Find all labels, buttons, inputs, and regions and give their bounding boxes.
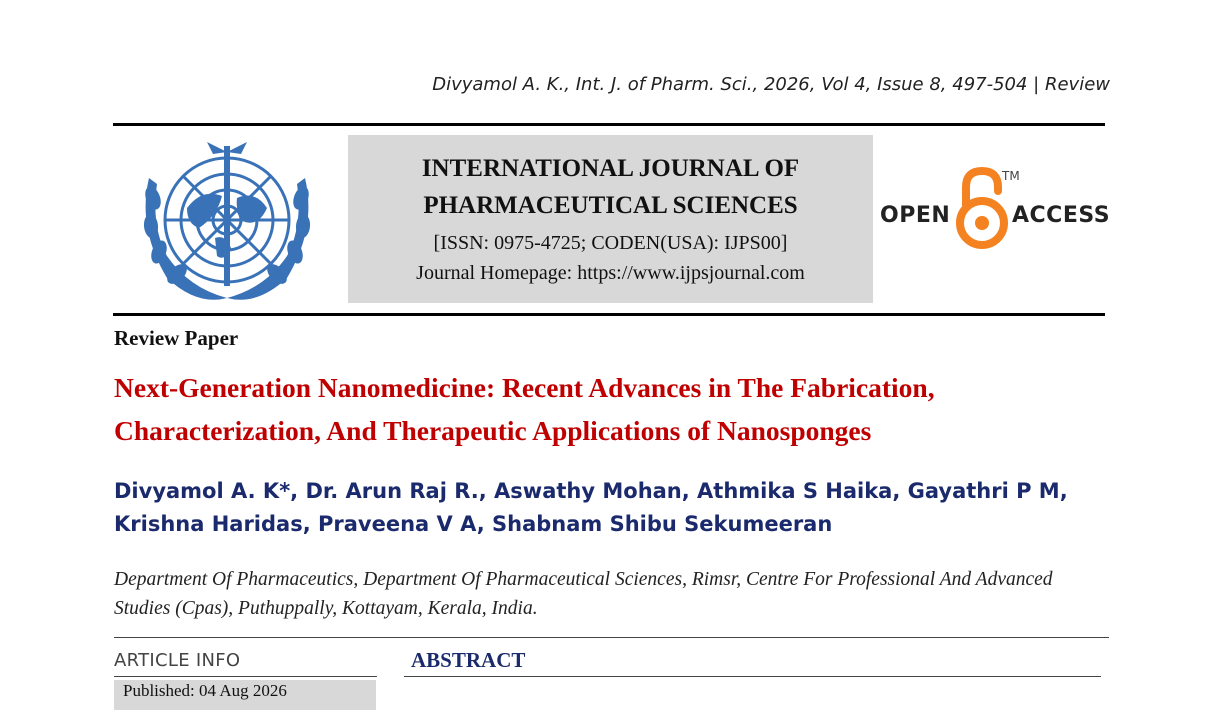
abstract-rule: [404, 676, 1101, 677]
journal-masthead: [348, 135, 873, 303]
paper-title: Next-Generation Nanomedicine: Recent Advances in The Fabrication, Characterization, And Therapeutic Applications of Nanosponges: [114, 372, 935, 446]
journal-homepage[interactable]: Journal Homepage: https://www.ijpsjournal.com: [416, 262, 805, 284]
abstract-heading: ABSTRACT: [411, 648, 526, 672]
journal-name-line2: PHARMACEUTICAL SCIENCES: [423, 192, 798, 219]
open-access-word-open: OPEN: [880, 203, 951, 228]
trademark-mark: TM: [1002, 169, 1020, 183]
running-header-citation: Divyamol A. K., Int. J. of Pharm. Sci., 2026, Vol 4, Issue 8, 497-504 | Review: [432, 74, 1110, 95]
author-line-2: Krishna Haridas, Praveena V A, Shabnam Shibu Sekumeeran: [114, 512, 833, 536]
author-list: [114, 475, 1114, 541]
section-divider: [114, 637, 1109, 638]
author-line-1: Divyamol A. K*, Dr. Arun Raj R., Aswathy Mohan, Athmika S Haika, Gayathri P M,: [114, 479, 1068, 503]
published-date: Published: 04 Aug 2026: [114, 680, 376, 710]
globe-caduceus-emblem-icon: [127, 138, 327, 308]
open-access-logo: [880, 165, 1110, 255]
author-affiliation: Department Of Pharmaceutics, Department Of Pharmaceutical Sciences, Rimsr, Centre For Professional And Advanced Studies (Cpas), Puthuppally, Kottayam, Kerala, India.: [114, 569, 1053, 619]
journal-issn: [ISSN: 0975-4725; CODEN(USA): IJPS00]: [433, 232, 788, 254]
open-access-word-access: ACCESS: [1012, 203, 1111, 228]
article-info-rule: [114, 676, 377, 677]
masthead-bottom-rule: [113, 313, 1105, 316]
paper-type-label: Review Paper: [114, 326, 239, 350]
masthead-top-rule: [113, 123, 1105, 126]
article-info-heading: ARTICLE INFO: [114, 650, 241, 671]
journal-name-line1: INTERNATIONAL JOURNAL OF: [421, 155, 800, 182]
